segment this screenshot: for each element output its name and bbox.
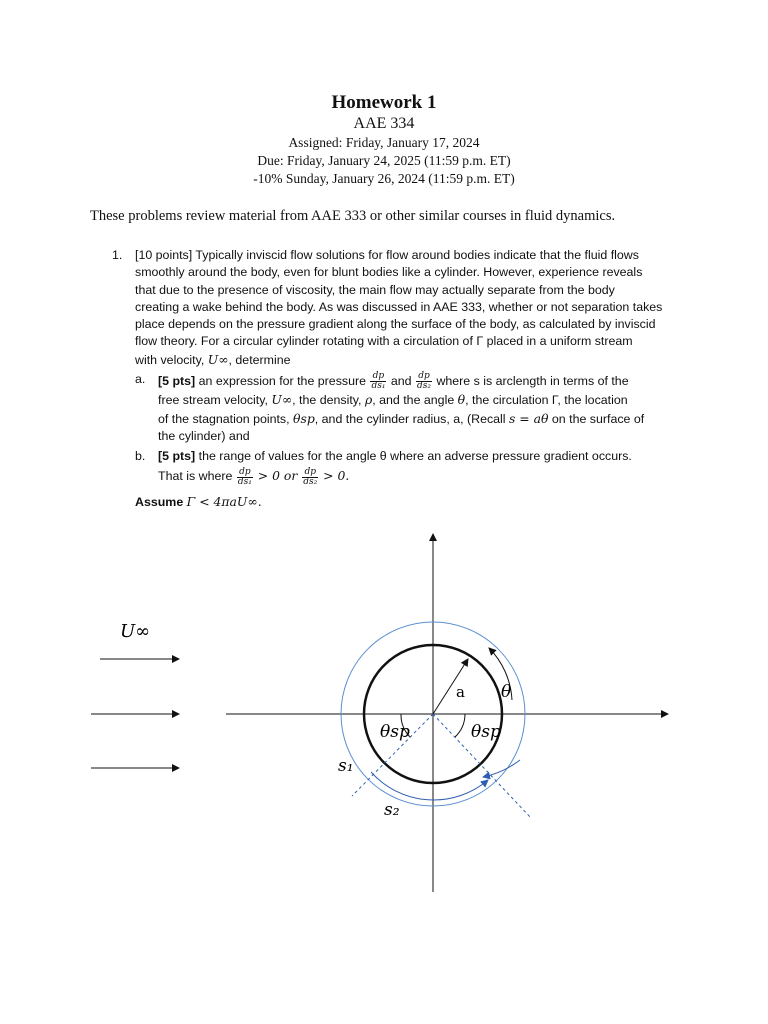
frac-numerator: dp — [237, 468, 253, 478]
s1-arc — [371, 772, 488, 800]
u-inf-symbol: U∞ — [207, 351, 229, 367]
theta-sp-arc-right — [455, 714, 465, 737]
frac-numerator: dp — [302, 468, 318, 478]
u-inf-symbol: U∞ — [271, 392, 293, 408]
radius-label: a — [456, 683, 465, 701]
text-run: , determine — [228, 352, 291, 367]
problem-number: 1. — [112, 248, 123, 262]
part-b-label: b. — [135, 449, 146, 463]
text-run: the range of values for the angle θ where an adverse pressure gradient occurs. — [195, 449, 632, 463]
condition-text: > 0. — [319, 468, 350, 484]
text-run: of the stagnation points, — [158, 411, 294, 426]
theta-label: θ — [501, 682, 512, 702]
assigned-date: Assigned: Friday, January 17, 2024 — [288, 135, 480, 150]
text-run: , and the cylinder radius, a, (Recall — [314, 411, 509, 426]
course-code: AAE 334 — [353, 115, 415, 132]
text-run: , the circulation Γ, the location — [465, 393, 628, 408]
text-run: free stream velocity, — [158, 393, 272, 408]
due-date: Due: Friday, January 24, 2025 (11:59 p.m. ET) — [257, 153, 511, 168]
homework-title: Homework 1 — [331, 92, 437, 113]
u-inf-label: U∞ — [120, 621, 151, 642]
frac-denominator: ds₂ — [417, 381, 431, 392]
frac-denominator: ds₂ — [303, 476, 318, 487]
text-run: on the surface of — [548, 411, 645, 426]
part-a-label: a. — [135, 372, 146, 386]
points-label: [5 pts] — [158, 374, 196, 388]
statement-line: place depends on the pressure gradient along the surface of the body, as calculated by inviscid — [135, 317, 656, 332]
text-run: , the density, — [292, 393, 365, 408]
theta-symbol: θ — [457, 392, 466, 408]
text-run: and — [387, 374, 415, 388]
frac-denominator: ds₁ — [371, 381, 386, 392]
intro-text: These problems review material from AAE 333 or other similar courses in fluid dynamics. — [90, 208, 616, 224]
statement-line: creating a wake behind the body. As was discussed in AAE 333, whether or not separation takes — [135, 299, 663, 314]
assume-equation: Γ < 4πaU∞. — [186, 494, 262, 509]
condition-text: > 0 or — [253, 468, 302, 484]
text-run: That is where — [158, 469, 236, 484]
assume-label: Assume — [135, 495, 187, 509]
frac-denominator: ds₁ — [237, 476, 252, 487]
part-a-line: the cylinder) and — [158, 428, 250, 443]
frac-numerator: dp — [416, 372, 432, 382]
theta-sp-symbol: θsp — [293, 410, 315, 426]
text-run: with velocity, — [135, 352, 208, 367]
text-run: where s is arclength in terms of the — [433, 374, 629, 388]
s2-label: s₂ — [384, 800, 400, 820]
text-run: an expression for the pressure — [195, 374, 370, 388]
late-penalty: -10% Sunday, January 26, 2024 (11:59 p.m. ET) — [253, 171, 515, 186]
statement-line: that due to the presence of viscosity, the main flow may actually separate from the body — [135, 282, 615, 297]
frac-numerator: dp — [370, 372, 386, 382]
statement-line: flow theory. For a circular cylinder rotating with a circulation of Γ placed in a uniform stream — [135, 334, 633, 349]
statement-line: smoothly around the body, even for blunt bodies like a cylinder. However, experience reveals — [135, 265, 643, 280]
theta-sp-left-label: θsp — [380, 722, 410, 742]
arclength-equation: s = aθ — [509, 410, 549, 426]
theta-sp-right-label: θsp — [471, 722, 501, 742]
statement-line: [10 points] Typically inviscid flow solutions for flow around bodies indicate that the fluid flows — [135, 248, 639, 262]
s1-label: s₁ — [338, 756, 354, 776]
text-run: , and the angle — [372, 393, 458, 408]
s2-arc-arrow — [483, 760, 520, 777]
points-label: [5 pts] — [158, 449, 196, 463]
rho-symbol: ρ — [364, 392, 373, 408]
